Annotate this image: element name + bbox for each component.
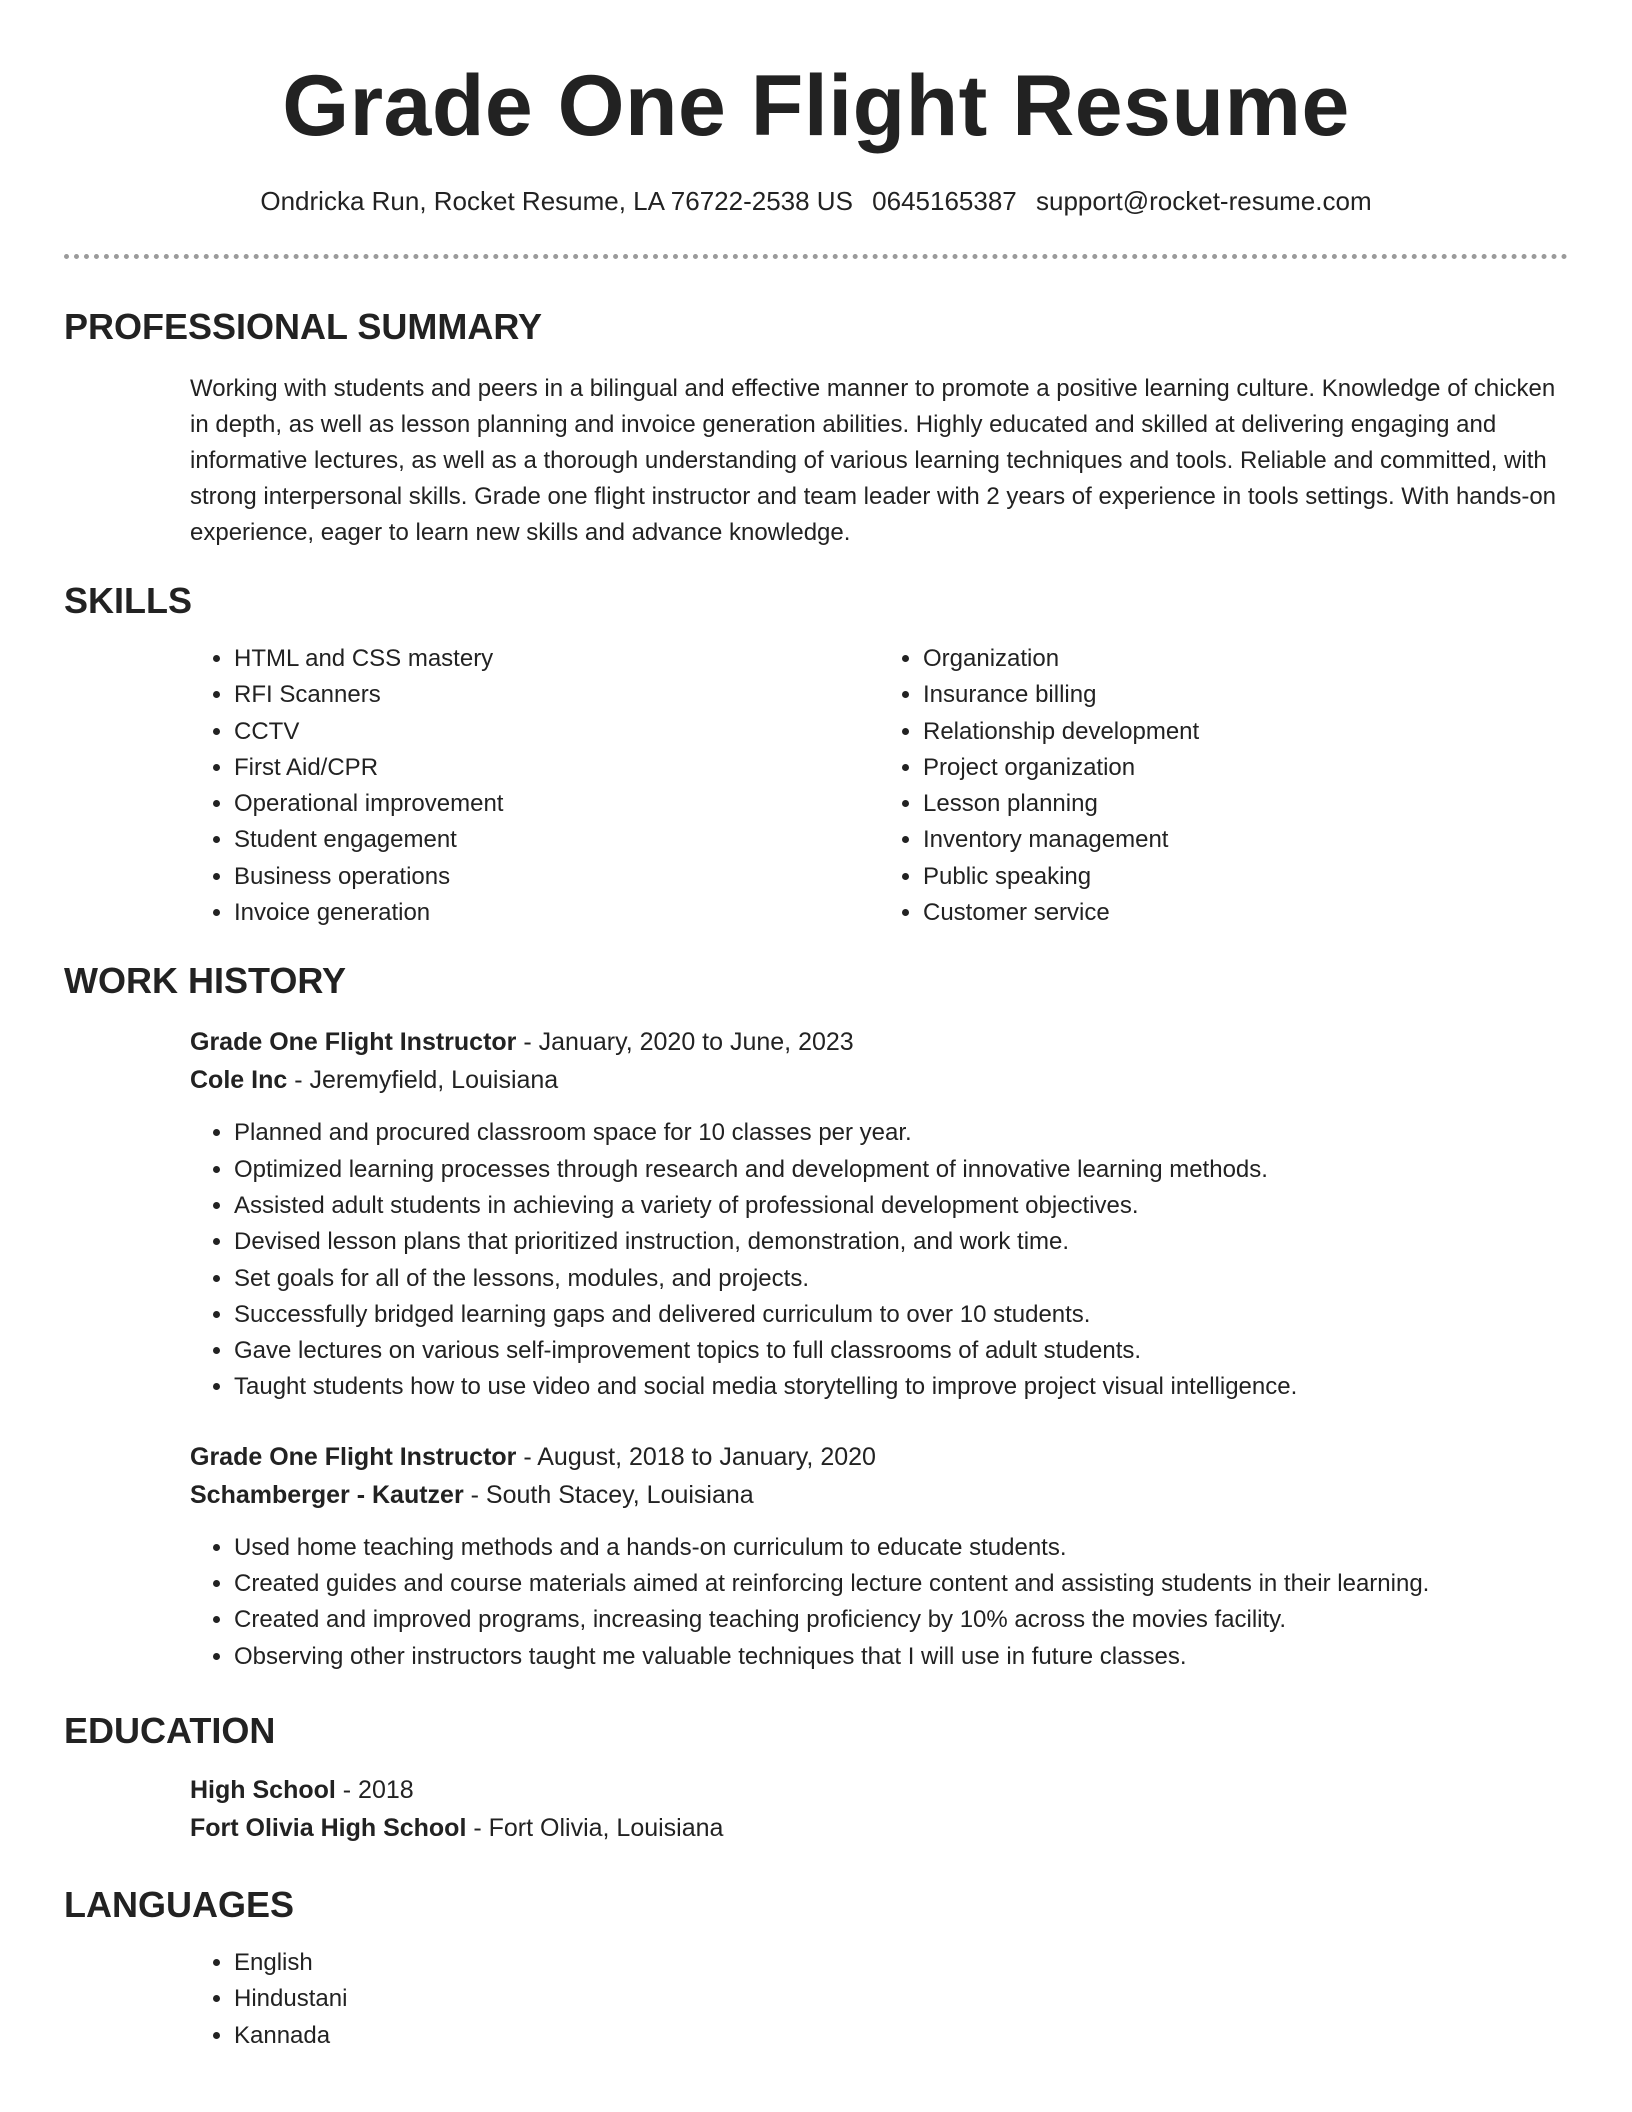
skills-columns xyxy=(64,641,1568,931)
job-company-line xyxy=(190,1061,1568,1099)
job-title-line xyxy=(190,1023,1568,1061)
education-degree: High School xyxy=(190,1775,336,1804)
summary-text: Working with students and peers in a bilingual and effective manner to promote a positive learning culture. Knowledge of chicken in depth, as well as lesson planning and invoice generation abilities. Highly educated and skilled at delivering engaging and informative lectures, as well as a thorough understanding of various learning techniques and tools. Reliable and committed, with strong interpersonal skills. Grade one flight instructor and team leader with 2 years of experience in tools settings. With hands-on experience, eager to learn new skills and advance knowledge. xyxy=(190,375,1557,546)
skill-item: • Operational improvement xyxy=(234,786,879,822)
job-bullet: • Assisted adult students in achieving a variety of professional development objectives. xyxy=(234,1188,1568,1224)
education-title: EDUCATION xyxy=(64,1709,276,1751)
job-bullet: • Created guides and course materials aimed at reinforcing lecture content and assisting students in their learning. xyxy=(234,1566,1568,1602)
job-entry xyxy=(64,1438,1568,1675)
education-degree-line xyxy=(190,1771,1568,1809)
languages-section xyxy=(64,1883,1568,2054)
skill-item: • Inventory management xyxy=(923,822,1568,858)
skill-item: • First Aid/CPR xyxy=(234,750,879,786)
skill-item: • Project organization xyxy=(923,750,1568,786)
header-divider xyxy=(64,254,1568,259)
education-school-line xyxy=(190,1809,1568,1847)
job-role: Grade One Flight Instructor xyxy=(190,1028,517,1057)
job-location: - Jeremyfield, Louisiana xyxy=(287,1066,559,1095)
education-year: - 2018 xyxy=(335,1775,414,1804)
languages-body xyxy=(64,1945,1568,2054)
language-item: • English xyxy=(234,1945,1568,1981)
job-bullet: • Taught students how to use video and social media storytelling to improve project visual intelligence. xyxy=(234,1369,1568,1405)
job-bullet: • Planned and procured classroom space for 10 classes per year. xyxy=(234,1115,1568,1151)
contact-email: support@rocket-resume.com xyxy=(1036,186,1372,216)
summary-body xyxy=(64,371,1568,551)
skill-item: • Relationship development xyxy=(923,714,1568,750)
job-bullets xyxy=(190,1115,1568,1405)
work-title: WORK HISTORY xyxy=(64,960,347,1002)
job-company: Schamberger - Kautzer xyxy=(190,1480,464,1509)
skill-item: • Lesson planning xyxy=(923,786,1568,822)
job-title-line xyxy=(190,1438,1568,1476)
job-bullet: • Used home teaching methods and a hands-on curriculum to educate students. xyxy=(234,1530,1568,1566)
job-bullet: • Devised lesson plans that prioritized instruction, demonstration, and work time. xyxy=(234,1224,1568,1260)
skill-item: • Customer service xyxy=(923,895,1568,931)
resume-name: Grade One Flight Resume xyxy=(282,58,1350,154)
skill-item: • Business operations xyxy=(234,859,879,895)
skills-title: SKILLS xyxy=(64,580,193,621)
job-bullet: • Gave lectures on various self-improvement topics to full classrooms of adult students. xyxy=(234,1333,1568,1369)
contact-address: Ondricka Run, Rocket Resume, LA 76722-2538 US xyxy=(260,186,853,216)
job-dates: - January, 2020 to June, 2023 xyxy=(516,1028,854,1057)
work-section xyxy=(64,959,1568,1675)
skill-item: • Student engagement xyxy=(234,822,879,858)
job-company: Cole Inc xyxy=(190,1066,288,1095)
skill-item: • RFI Scanners xyxy=(234,677,879,713)
job-bullet: • Set goals for all of the lessons, modules, and projects. xyxy=(234,1261,1568,1297)
job-bullets xyxy=(190,1530,1568,1675)
contact-phone: 0645165387 xyxy=(872,186,1017,216)
languages-title: LANGUAGES xyxy=(64,1883,295,1925)
languages-list xyxy=(190,1945,1568,2054)
language-item: • Kannada xyxy=(234,2018,1568,2054)
skill-item: • Invoice generation xyxy=(234,895,879,931)
skill-item: • HTML and CSS mastery xyxy=(234,641,879,677)
job-bullet: • Observing other instructors taught me valuable techniques that I will use in future classes. xyxy=(234,1639,1568,1675)
summary-title: PROFESSIONAL SUMMARY xyxy=(64,306,543,347)
education-entry xyxy=(64,1771,1568,1847)
job-bullet: • Created and improved programs, increasing teaching proficiency by 10% across the movies facility. xyxy=(234,1602,1568,1638)
skill-item: • Organization xyxy=(923,641,1568,677)
resume-header xyxy=(64,0,1568,218)
job-bullet: • Optimized learning processes through research and development of innovative learning methods. xyxy=(234,1152,1568,1188)
job-location: - South Stacey, Louisiana xyxy=(463,1480,754,1509)
skill-item: • CCTV xyxy=(234,714,879,750)
skill-item: • Public speaking xyxy=(923,859,1568,895)
contact-line xyxy=(64,184,1568,218)
education-school: Fort Olivia High School xyxy=(190,1813,467,1842)
job-entry xyxy=(64,1023,1568,1405)
language-item: • Hindustani xyxy=(234,1981,1568,2017)
job-dates: - August, 2018 to January, 2020 xyxy=(516,1442,876,1471)
education-section xyxy=(64,1709,1568,1847)
job-role: Grade One Flight Instructor xyxy=(190,1442,517,1471)
skills-section xyxy=(64,579,1568,931)
job-bullet: • Successfully bridged learning gaps and delivered curriculum to over 10 students. xyxy=(234,1297,1568,1333)
education-location: - Fort Olivia, Louisiana xyxy=(466,1813,724,1842)
summary-section xyxy=(64,305,1568,551)
job-company-line xyxy=(190,1476,1568,1514)
skills-left-list xyxy=(190,641,879,931)
skills-right-list xyxy=(879,641,1568,931)
skill-item: • Insurance billing xyxy=(923,677,1568,713)
